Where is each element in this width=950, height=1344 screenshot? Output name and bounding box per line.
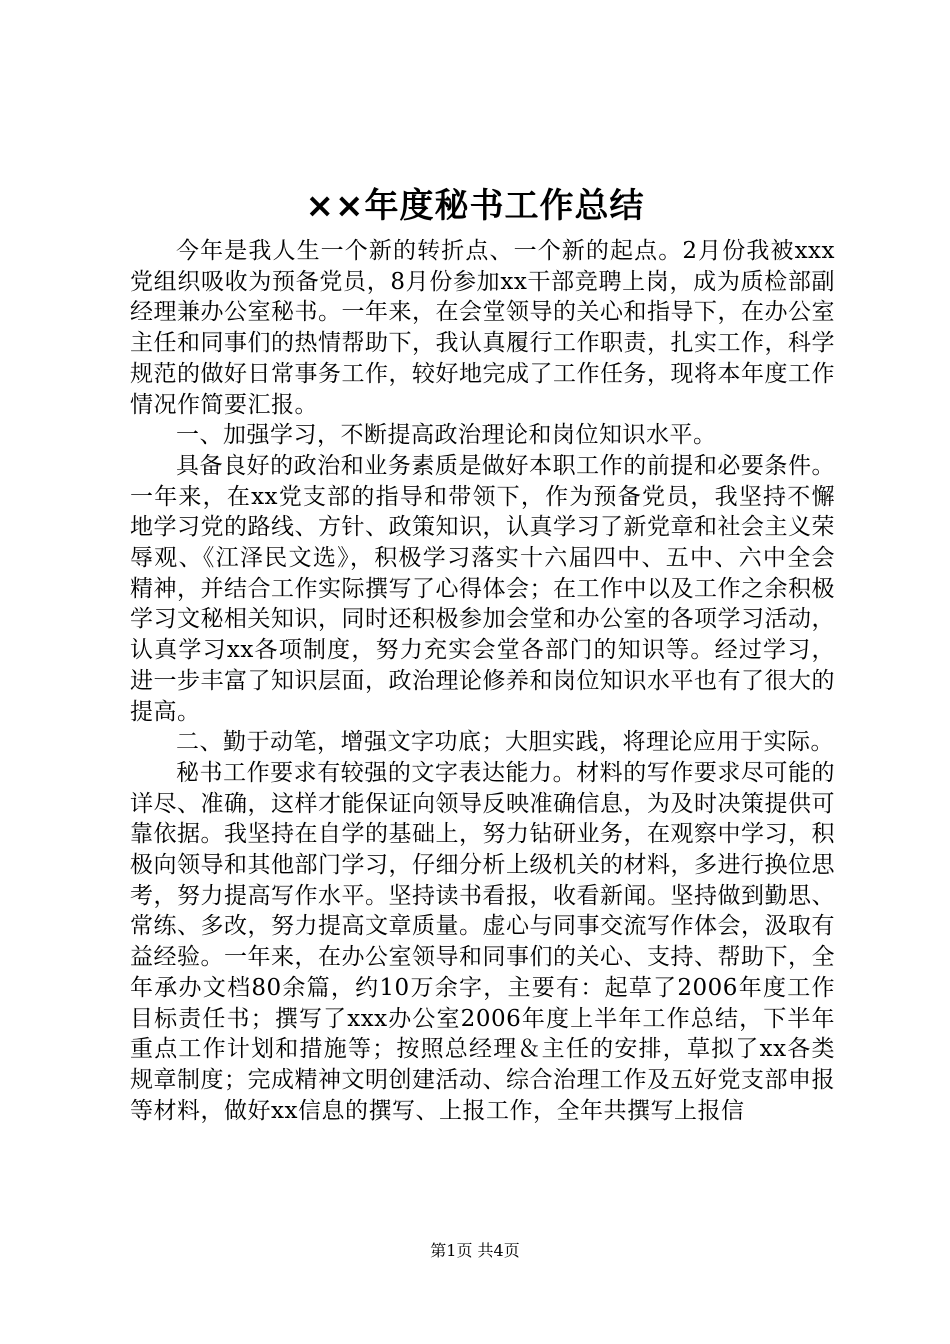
document-title: ××年度秘书工作总结: [305, 186, 645, 226]
section-heading-1: 一、加强学习，不断提高政治理论和岗位知识水平。: [176, 422, 717, 449]
page-footer: 第1页 共4页: [430, 1241, 520, 1260]
paragraph-writing: 秘书工作要求有较强的文字表达能力。材料的写作要求尽可能的详尽、准确，这样才能保证向领导反映准确信息，为及时决策提供可靠依据。我坚持在自学的基础上，努力钻研业务，在观察中学习，积极向领导和其他部门学习，仔细分析上级机关的材料，多进行换位思考，努力提高写作水平。坚持读书看报，收看新闻。坚持做到勤思、常练、多改，努力提高文章质量。虚心与同事交流写作体会，汲取有益经验。一年来，在办公室领导和同事们的关心、支持、帮助下，全年承办文档80余篇，约10万余字，主要有：起草了2006年度工作目标责任书；撰写了xxx办公室2006年度上半年工作总结，下半年重点工作计划和措施等；按照总经理＆主任的安排，草拟了xx各类规章制度；完成精神文明创建活动、综合治理工作及五好党支部申报等材料，做好xx信息的撰写、上报工作，全年共撰写上报信: [130, 759, 835, 1124]
section-heading-2: 二、勤于动笔，增强文字功底；大胆实践，将理论应用于实际。: [176, 729, 834, 756]
document-body: [130, 236, 835, 1126]
paragraph-intro: 今年是我人生一个新的转折点、一个新的起点。2月份我被xxx党组织吸收为预备党员，8月份参加xx干部竞聘上岗，成为质检部副经理兼办公室秘书。一年来，在会堂领导的关心和指导下，在办公室主任和同事们的热情帮助下，我认真履行工作职责，扎实工作，科学规范的做好日常事务工作，较好地完成了工作任务，现将本年度工作情况作简要汇报。: [130, 238, 835, 418]
paragraph-study: 具备良好的政治和业务素质是做好本职工作的前提和必要条件。一年来，在xx党支部的指导和带领下，作为预备党员，我坚持不懈地学习党的路线、方针、政策知识，认真学习了新党章和社会主义荣辱观、《江泽民文选》，积极学习落实十六届四中、五中、六中全会精神，并结合工作实际撰写了心得体会；在工作中以及工作之余积极学习文秘相关知识，同时还积极参加会堂和办公室的各项学习活动，认真学习xx各项制度，努力充实会堂各部门的知识等。经过学习，进一步丰富了知识层面，政治理论修养和岗位知识水平也有了很大的提高。: [130, 452, 835, 725]
